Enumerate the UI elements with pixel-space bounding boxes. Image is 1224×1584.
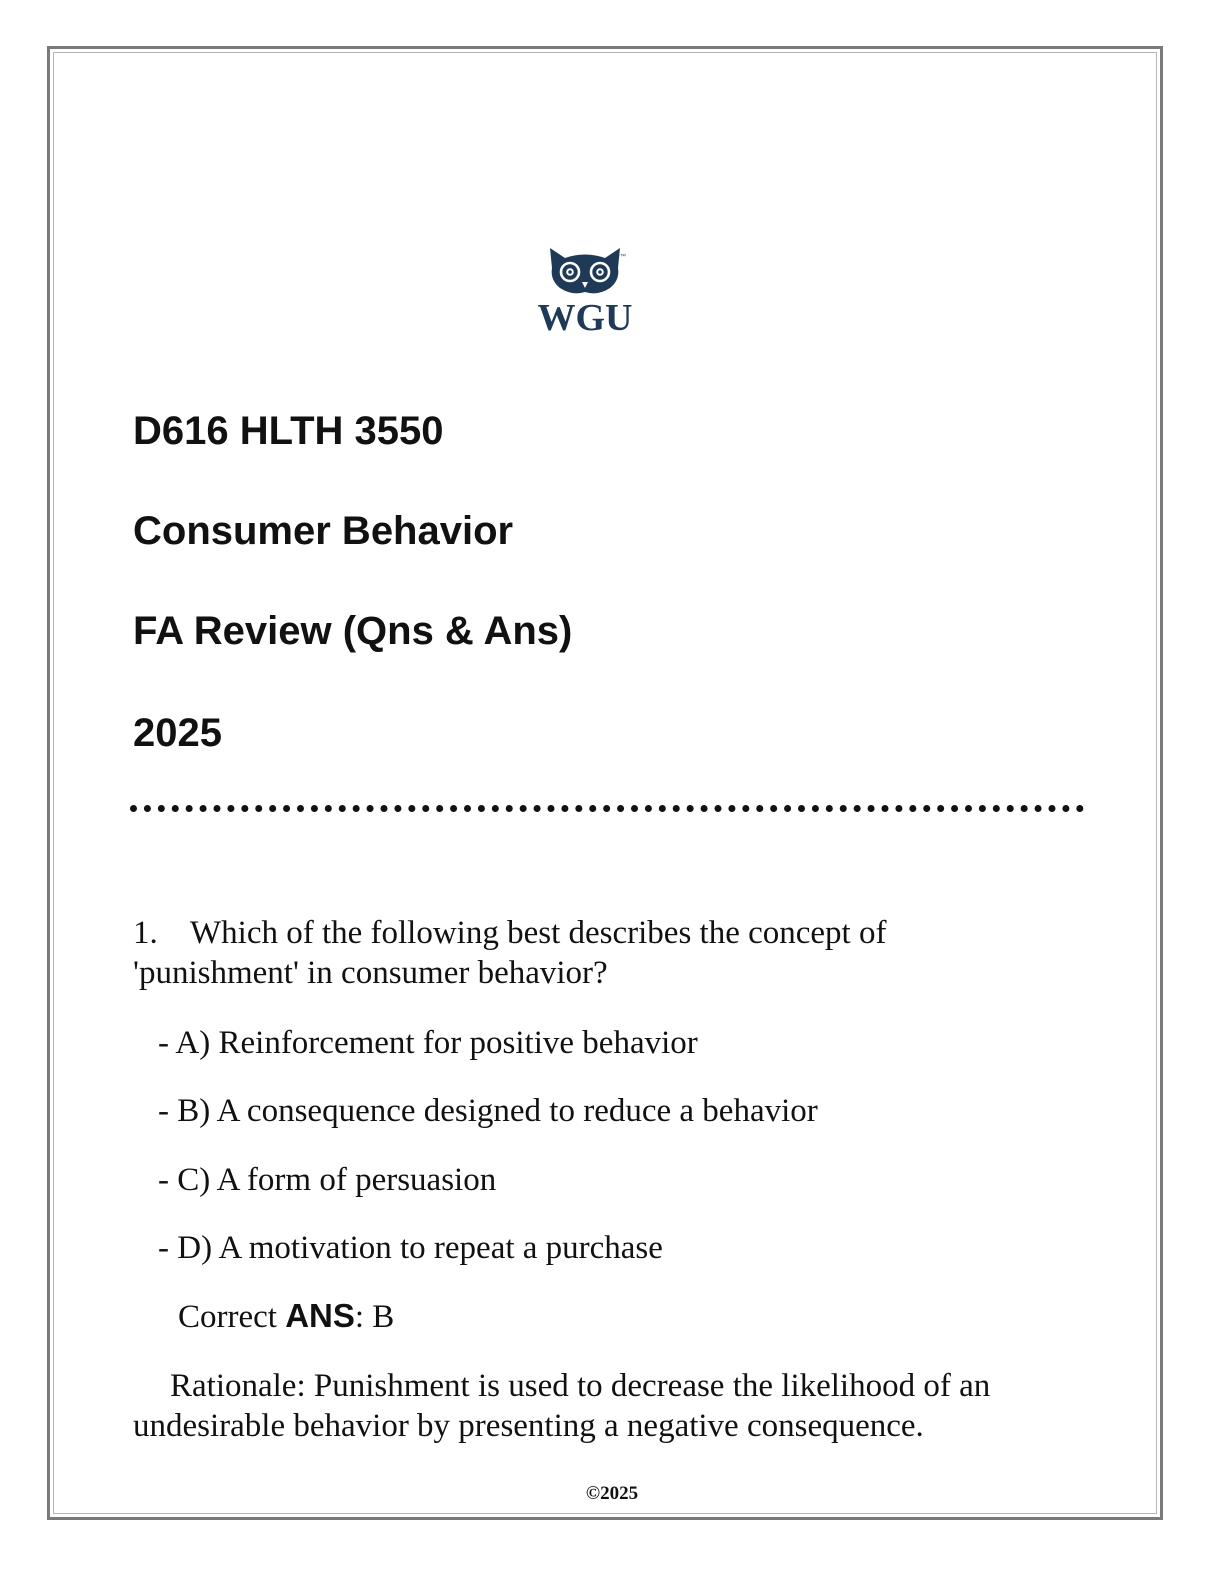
document-type: FA Review (Qns & Ans) [133,609,573,653]
option-b: - B) A consequence designed to reduce a behavior [158,1093,818,1129]
owl-icon [532,246,638,336]
question-number: 1. [133,915,158,951]
rationale-text: Rationale: Punishment is used to decrease the likelihood of an undesirable behavior by presenting a negative consequence. [133,1368,991,1444]
option-d: - D) A motivation to repeat a purchase [158,1230,663,1266]
answer-label: ANS [285,1297,355,1334]
correct-answer [178,1296,394,1337]
course-title: Consumer Behavior [133,509,514,553]
document-year: 2025 [133,711,222,755]
answer-prefix: Correct [178,1299,286,1335]
option-c: - C) A form of persuasion [158,1162,497,1198]
question-text [133,913,1033,993]
copyright-footer: ©2025 [585,1483,639,1504]
option-a: - A) Reinforcement for positive behavior [158,1025,698,1061]
logo-text: WGU [537,297,633,336]
dotted-divider [130,805,1084,812]
wgu-logo [532,246,638,336]
answer-value: : B [354,1299,395,1335]
svg-text:™: ™ [620,254,626,260]
question-body: Which of the following best describes the concept of 'punishment' in consumer behavior? [133,915,887,991]
course-code: D616 HLTH 3550 [133,409,444,453]
